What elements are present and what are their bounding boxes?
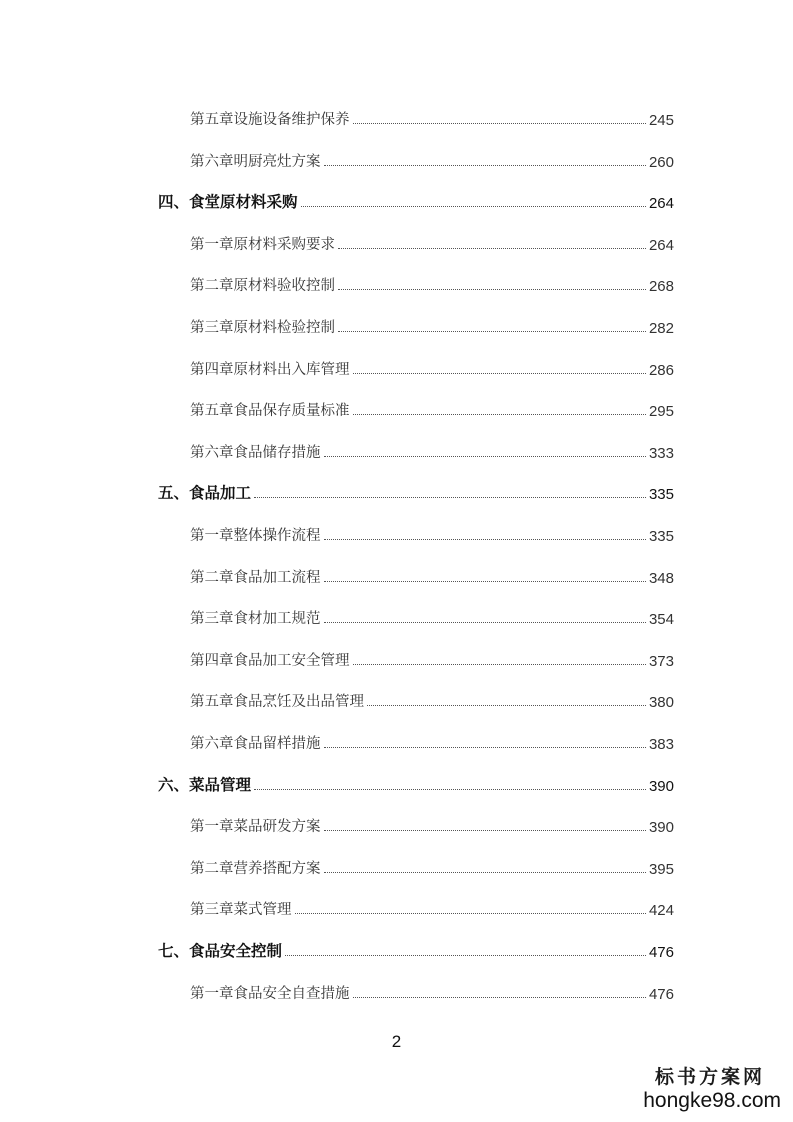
toc-entry-page: 476 — [648, 985, 674, 1003]
toc-chapter-entry[interactable] — [190, 230, 674, 254]
toc-dot-leader — [353, 996, 646, 998]
toc-chapter-entry[interactable] — [190, 147, 674, 171]
toc-entry-page: 476 — [648, 944, 674, 961]
toc-dot-leader — [353, 663, 646, 665]
toc-chapter-entry[interactable] — [190, 521, 674, 545]
toc-chapter-entry[interactable] — [190, 854, 674, 878]
toc-entry-page: 335 — [648, 528, 674, 545]
toc-dot-leader — [338, 288, 646, 290]
toc-dot-leader — [324, 538, 646, 540]
toc-dot-leader — [324, 746, 646, 748]
toc-dot-leader — [324, 829, 646, 831]
toc-entry-page: 348 — [648, 569, 674, 587]
toc-entry-title: 第六章食品储存措施 — [190, 444, 321, 461]
toc-dot-leader — [285, 954, 646, 956]
toc-dot-leader — [295, 912, 646, 914]
toc-chapter-entry[interactable] — [190, 313, 674, 337]
toc-dot-leader — [367, 704, 646, 706]
toc-entry-page: 383 — [648, 736, 674, 753]
toc-dot-leader — [353, 122, 646, 124]
toc-entry-title: 第三章原材料检验控制 — [190, 320, 335, 336]
toc-dot-leader — [324, 455, 646, 457]
toc-entry-title: 第六章明厨亮灶方案 — [190, 153, 321, 170]
toc-entry-title: 第五章食品烹饪及出品管理 — [190, 694, 364, 711]
toc-entry-title: 第一章原材料采购要求 — [190, 236, 335, 253]
watermark-url: hongke98.com — [643, 1089, 781, 1112]
toc-dot-leader — [338, 247, 646, 249]
toc-chapter-entry[interactable] — [190, 687, 674, 711]
toc-entry-title: 四、食堂原材料采购 — [158, 193, 298, 212]
toc-entry-page: 354 — [648, 611, 674, 629]
toc-entry-page: 335 — [648, 486, 674, 504]
toc-entry-page: 390 — [648, 819, 674, 837]
toc-entry-title: 第二章食品加工流程 — [190, 569, 321, 586]
toc-entry-title: 第一章菜品研发方案 — [190, 819, 321, 836]
toc-section-entry[interactable] — [158, 188, 674, 212]
toc-entry-page: 333 — [648, 444, 674, 462]
toc-entry-page: 260 — [648, 153, 674, 171]
toc-entry-title: 第四章原材料出入库管理 — [190, 361, 350, 378]
toc-chapter-entry[interactable] — [190, 271, 674, 295]
toc-entry-page: 245 — [648, 112, 674, 129]
toc-entry-page: 264 — [648, 195, 674, 213]
toc-entry-page: 268 — [648, 278, 674, 296]
toc-entry-page: 390 — [648, 777, 674, 795]
watermark-site-name: 标书方案网 — [654, 1066, 765, 1088]
toc-entry-title: 第四章食品加工安全管理 — [190, 652, 350, 669]
toc-entry-title: 第二章营养搭配方案 — [190, 860, 321, 877]
toc-chapter-entry[interactable] — [190, 895, 674, 919]
toc-entry-title: 第二章原材料验收控制 — [190, 278, 335, 295]
toc-entry-title: 第五章设施设备维护保养 — [190, 112, 350, 128]
toc-entry-page: 264 — [648, 236, 674, 254]
toc-chapter-entry[interactable] — [190, 396, 674, 420]
toc-entry-page: 395 — [648, 860, 674, 878]
toc-entry-title: 七、食品安全控制 — [158, 942, 283, 960]
toc-dot-leader — [254, 496, 646, 498]
toc-section-entry[interactable] — [158, 937, 674, 961]
toc-entry-title: 第一章整体操作流程 — [190, 528, 321, 544]
toc-chapter-entry[interactable] — [190, 563, 674, 587]
toc-dot-leader — [353, 372, 646, 374]
toc-chapter-entry[interactable] — [190, 812, 674, 836]
toc-chapter-entry[interactable] — [190, 979, 674, 1003]
toc-dot-leader — [324, 580, 646, 582]
toc-entry-title: 五、食品加工 — [158, 484, 252, 503]
toc-dot-leader — [353, 413, 646, 415]
toc-entry-page: 295 — [648, 403, 674, 421]
toc-dot-leader — [338, 330, 646, 332]
toc-dot-leader — [301, 205, 646, 207]
toc-entry-page: 286 — [648, 361, 674, 379]
toc-chapter-entry[interactable] — [190, 438, 674, 462]
toc-dot-leader — [254, 788, 646, 790]
toc-chapter-entry[interactable] — [190, 105, 674, 129]
toc-entry-page: 380 — [648, 694, 674, 712]
toc-entry-page: 282 — [648, 320, 674, 337]
toc-section-entry[interactable] — [158, 479, 674, 503]
toc-entry-title: 第三章菜式管理 — [190, 902, 292, 919]
toc-entry-title: 第六章食品留样措施 — [190, 736, 321, 752]
page-number: 2 — [391, 1032, 402, 1051]
watermark-logo — [643, 1065, 781, 1113]
toc-entry-title: 第三章食材加工规范 — [190, 611, 321, 628]
toc-dot-leader — [324, 164, 646, 166]
toc-chapter-entry[interactable] — [190, 604, 674, 628]
toc-chapter-entry[interactable] — [190, 646, 674, 670]
toc-chapter-entry[interactable] — [190, 355, 674, 379]
toc-entry-title: 第五章食品保存质量标准 — [190, 403, 350, 420]
toc-entry-title: 六、菜品管理 — [158, 775, 252, 794]
toc-section-entry[interactable] — [158, 771, 674, 795]
toc-dot-leader — [324, 871, 646, 873]
toc-entry-title: 第一章食品安全自查措施 — [190, 985, 350, 1002]
toc-chapter-entry[interactable] — [190, 729, 674, 753]
toc-entry-page: 424 — [648, 902, 674, 920]
toc-entry-page: 373 — [648, 652, 674, 670]
toc-dot-leader — [324, 621, 646, 623]
